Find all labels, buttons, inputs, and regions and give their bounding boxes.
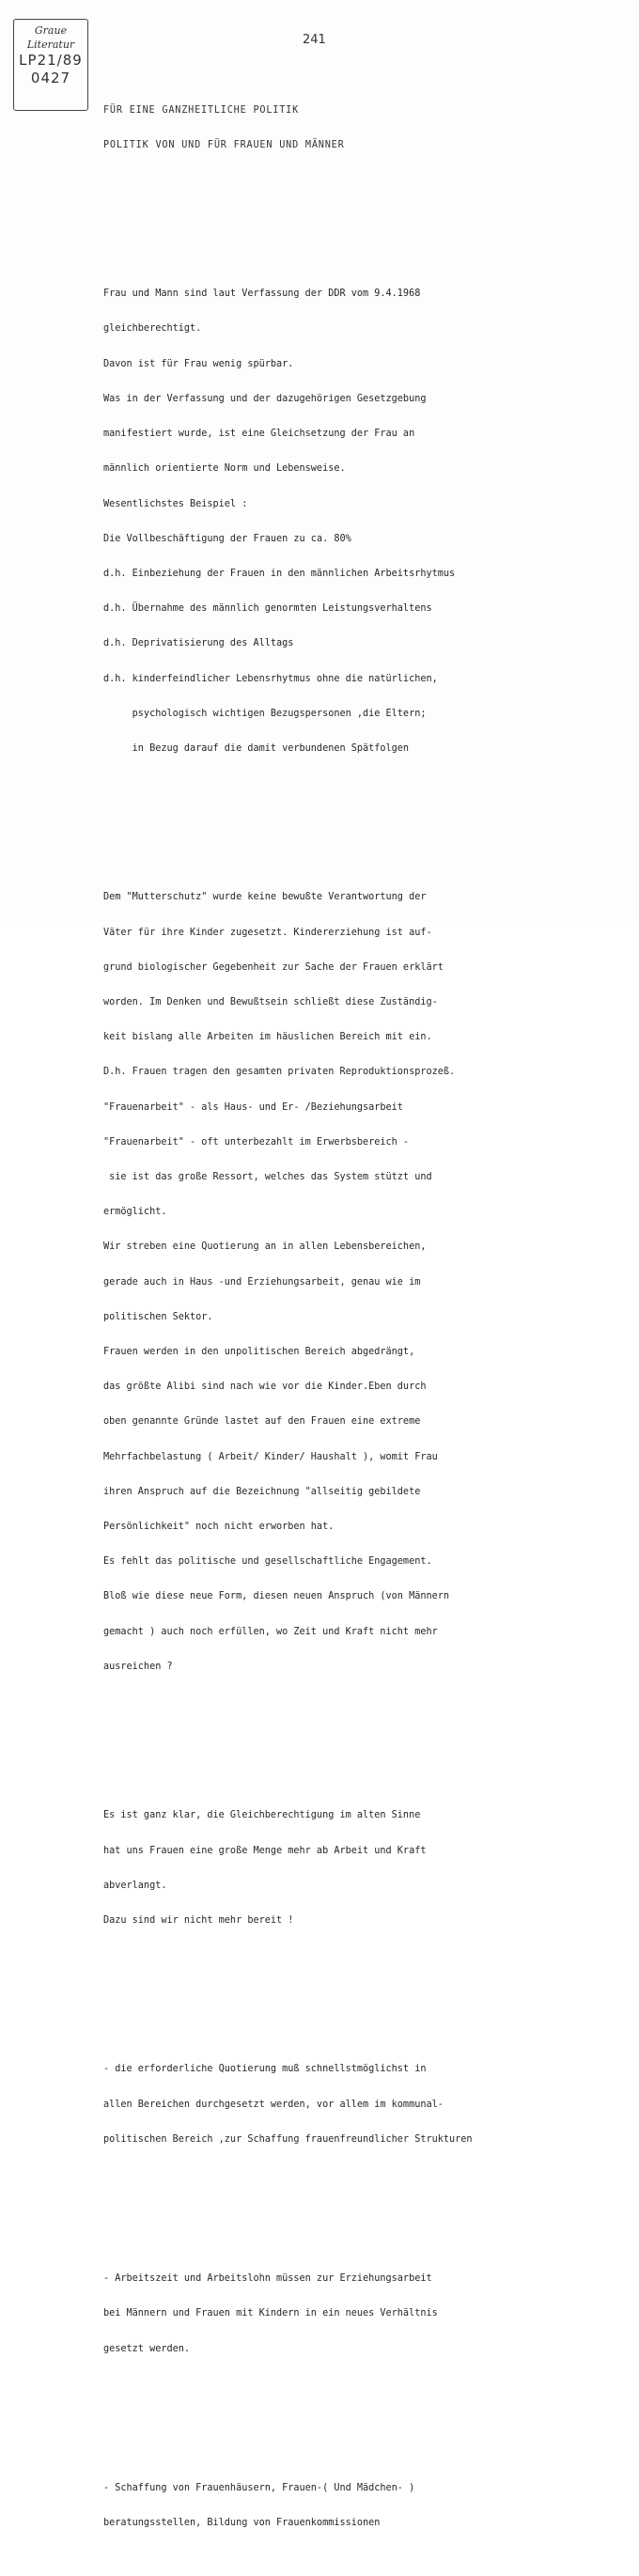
text-line: abverlangt. (103, 1880, 167, 1891)
text-line: Wesentlichstes Beispiel : (103, 498, 248, 509)
text-line: das größte Alibi sind nach wie vor die Kinder.Eben durch (103, 1382, 427, 1393)
text-line: ihren Anspruch auf die Bezeichnung "allseitig gebildete (103, 1486, 421, 1497)
text-line: Bloß wie diese neue Form, diesen neuen Anspruch (von Männern (103, 1591, 450, 1602)
text-line: Mehrfachbelastung ( Arbeit/ Kinder/ Haushalt ), womit Frau (103, 1451, 438, 1462)
text-line: Was in der Verfassung und der dazugehörigen Gesetzgebung (103, 393, 427, 404)
text-line: gemacht ) auch noch erfüllen, wo Zeit und Kraft nicht mehr (103, 1626, 438, 1637)
text-line: ausreichen ? (103, 1661, 173, 1672)
text-line: bei Männern und Frauen mit Kindern in ein neues Verhältnis (103, 2308, 438, 2319)
text-line: psychologisch wichtigen Bezugspersonen ,die Eltern; (103, 708, 427, 719)
text-line: Väter für ihre Kinder zugesetzt. Kindererziehung ist auf- (103, 927, 432, 938)
stamp-line-1: Graue (34, 24, 68, 37)
text-line: manifestiert wurde, ist eine Gleichsetzung der Frau an (103, 429, 415, 440)
text-line: beratungsstellen, Bildung von Frauenkommissionen (103, 2518, 381, 2529)
text-line: allen Bereichen durchgesetzt werden, vor allem im kommunal- (103, 2099, 444, 2110)
paragraph-2 (103, 869, 630, 1696)
paragraph-3 (103, 1787, 630, 1950)
text-line: "Frauenarbeit" - oft unterbezahlt im Erwerbsbereich - (103, 1136, 410, 1147)
stamp-line-3: LP21/89 (19, 52, 83, 69)
text-line: Frauen werden in den unpolitischen Bereich abgedrängt, (103, 1347, 415, 1358)
text-line: ermöglicht. (103, 1207, 167, 1218)
text-line: Dazu sind wir nicht mehr bereit ! (103, 1914, 294, 1926)
text-line: sie ist das große Ressort, welches das System stützt und (103, 1172, 432, 1182)
text-line: Davon ist für Frau wenig spürbar. (103, 358, 294, 369)
stamp-line-2: Literatur (26, 39, 75, 51)
text-line: d.h. Einbeziehung der Frauen in den männlichen Arbeitsrhytmus (103, 568, 456, 579)
text-line: Es fehlt das politische und gesellschaftliche Engagement. (103, 1556, 432, 1568)
text-line: d.h. kinderfeindlicher Lebensrhytmus ohne die natürlichen, (103, 673, 438, 684)
archive-stamp (13, 19, 88, 111)
text-line: politischen Bereich ,zur Schaffung frauenfreundlicher Strukturen (103, 2133, 473, 2145)
text-line: worden. Im Denken und Bewußtsein schließt diese Zuständig- (103, 996, 438, 1007)
text-line: - Schaffung von Frauenhäusern, Frauen-( Und Mädchen- ) (103, 2483, 415, 2494)
text-line: d.h. Deprivatisierung des Alltags (103, 638, 294, 649)
title-line: POLITIK VON UND FÜR FRAUEN UND MÄNNER (103, 139, 345, 150)
text-line: politischen Sektor. (103, 1311, 213, 1322)
text-line: gerade auch in Haus -und Erziehungsarbeit, genau wie im (103, 1276, 421, 1288)
text-line: Dem "Mutterschutz" wurde keine bewußte Verantwortung der (103, 892, 427, 903)
text-line: hat uns Frauen eine große Menge mehr ab Arbeit und Kraft (103, 1845, 427, 1856)
text-line: d.h. Übernahme des männlich genormten Leistungsverhaltens (103, 603, 432, 615)
paragraph-1 (103, 265, 630, 778)
text-line: gesetzt werden. (103, 2343, 191, 2354)
document-title (103, 82, 630, 175)
demand-item-1 (103, 2041, 630, 2169)
text-line: "Frauenarbeit" - als Haus- und Er- /Beziehungsarbeit (103, 1101, 403, 1113)
text-line: Wir streben eine Quotierung an in allen Lebensbereichen, (103, 1241, 427, 1253)
text-line: männlich orientierte Norm und Lebensweise. (103, 463, 346, 475)
demand-item-2 (103, 2250, 630, 2378)
text-line: oben genannte Gründe lastet auf den Frauen eine extreme (103, 1416, 421, 1428)
text-line: in Bezug darauf die damit verbundenen Spätfolgen (103, 742, 410, 754)
demand-item-3 (103, 2459, 630, 2553)
stamp-line-4: 0427 (30, 70, 71, 86)
text-line: Es ist ganz klar, die Gleichberechtigung im alten Sinne (103, 1810, 421, 1821)
text-line: gleichberechtigt. (103, 323, 202, 335)
text-line: Persönlichkeit" noch nicht erworben hat. (103, 1522, 335, 1533)
title-line: FÜR EINE GANZHEITLICHE POLITIK (103, 104, 300, 116)
page-number: 241 (303, 33, 326, 47)
text-line: Frau und Mann sind laut Verfassung der DDR vom 9.4.1968 (103, 289, 421, 300)
text-line: Die Vollbeschäftigung der Frauen zu ca. 80% (103, 533, 351, 544)
text-line: keit bislang alle Arbeiten im häuslichen Bereich mit ein. (103, 1032, 432, 1043)
text-line: D.h. Frauen tragen den gesamten privaten Reproduktionsprozeß. (103, 1067, 456, 1078)
document-body (103, 58, 630, 2576)
text-line: - Arbeitszeit und Arbeitslohn müssen zur Erziehungsarbeit (103, 2273, 432, 2285)
text-line: grund biologischer Gegebenheit zur Sache der Frauen erklärt (103, 961, 444, 973)
text-line: - die erforderliche Quotierung muß schnellstmöglichst in (103, 2064, 427, 2075)
